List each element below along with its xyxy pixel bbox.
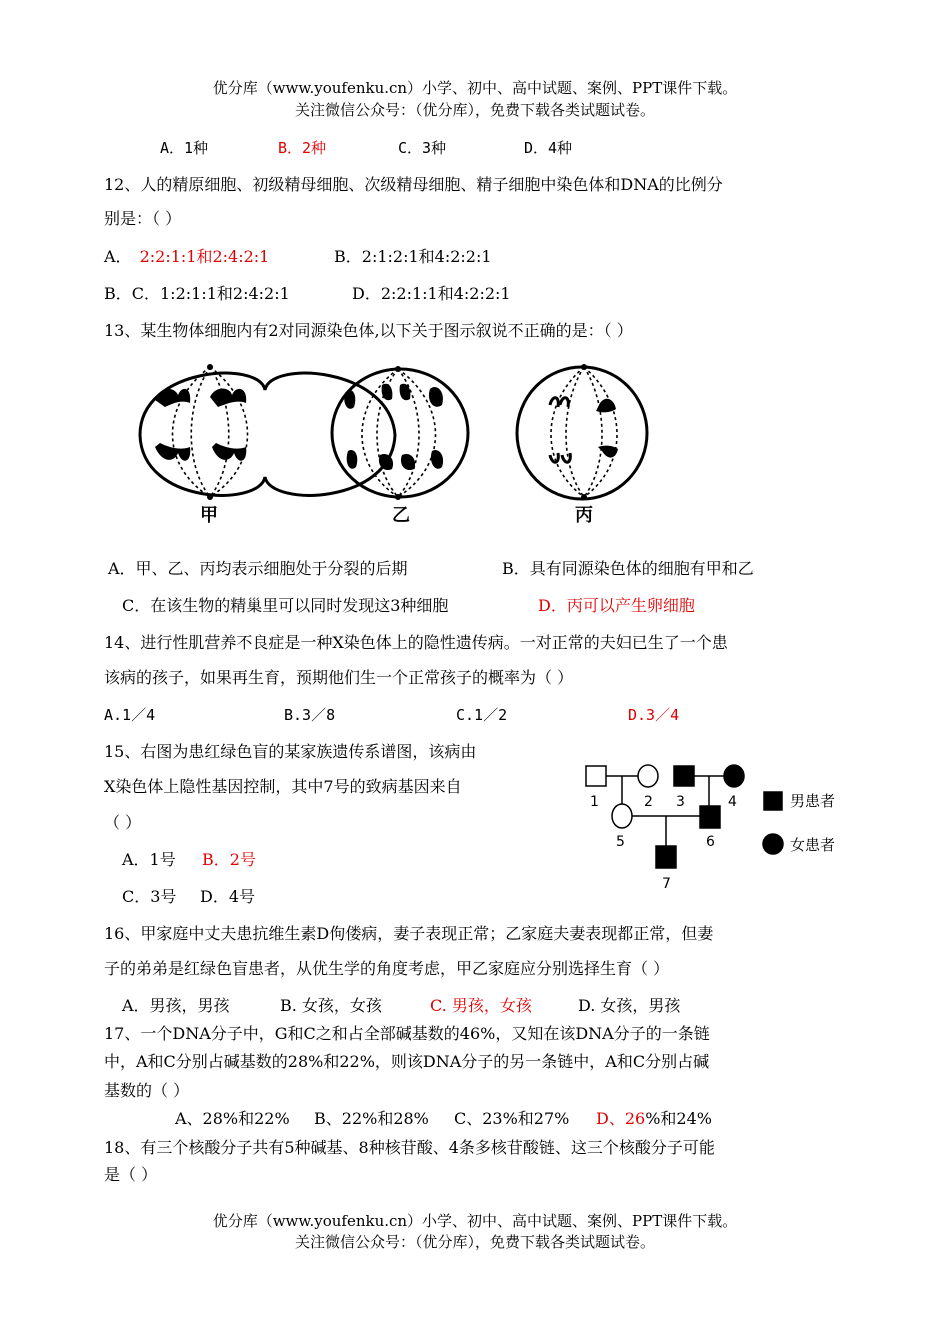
q17-option-c: C、23%和27% — [454, 1109, 570, 1128]
q12-stem-line-2: 别是：（ ） — [104, 209, 182, 228]
footer-line-2: 关注微信公众号：（优分库），免费下载各类试题试卷。 — [294, 1233, 655, 1251]
q12-option-b: B．2:1:2:1和4:2:2:1 — [334, 247, 492, 266]
pedigree-2-female — [638, 765, 658, 787]
q12-stem-line-1: 12、人的精原细胞、初级精母细胞、次级精母细胞、精子细胞中染色体和DNA的比例分 — [104, 175, 723, 194]
q16-stem-line-2: 子的弟弟是红绿色盲患者，从优生学的角度考虑，甲乙家庭应分别选择生育（ ） — [104, 959, 670, 978]
pedigree-1-male — [586, 766, 606, 786]
q15-option-a: A．1号 — [122, 850, 176, 869]
q12-option-d: D．2:2:1:1和4:2:2:1 — [352, 284, 511, 303]
q17-option-d-rest: %和24% — [645, 1109, 712, 1128]
pedigree-number-3: 3 — [676, 794, 685, 810]
q16-option-a: A．男孩，男孩 — [122, 996, 230, 1015]
q15-pedigree-chart — [578, 758, 848, 898]
cell-bing-membrane — [517, 367, 647, 499]
q16-stem-line-1: 16、甲家庭中丈夫患抗维生素D佝偻病，妻子表现正常；乙家庭夫妻表现都正常，但妻 — [104, 924, 714, 943]
q11-option-a: A．1种 — [160, 139, 209, 157]
q13-cell-division-figure — [130, 355, 650, 530]
legend-male-label: 男患者 — [790, 792, 836, 810]
pedigree-number-1: 1 — [590, 794, 599, 810]
q17-stem-line-1: 17、一个DNA分子中，G和C之和占全部碱基数的46%，又知在该DNA分子的一条链 — [104, 1024, 710, 1043]
legend-male-symbol — [764, 792, 782, 810]
cell-label-jia: 甲 — [200, 505, 218, 526]
q11-option-c: C．3种 — [398, 139, 447, 157]
q12-option-a-label: A． — [104, 247, 132, 266]
q17-stem-line-3: 基数的（ ） — [104, 1081, 190, 1100]
q14-stem-line-1: 14、进行性肌营养不良症是一种X染色体上的隐性遗传病。一对正常的夫妇已生了一个患 — [104, 633, 728, 652]
q11-option-d: D．4种 — [524, 139, 573, 157]
header-line-2: 关注微信公众号：（优分库），免费下载各类试题试卷。 — [294, 101, 655, 119]
pedigree-number-4: 4 — [728, 794, 737, 810]
pedigree-number-2: 2 — [644, 794, 653, 810]
q13-option-c: C．在该生物的精巢里可以同时发现这3种细胞 — [122, 596, 449, 615]
q13-option-d: D．丙可以产生卵细胞 — [538, 596, 695, 615]
q13-option-b: B．具有同源染色体的细胞有甲和乙 — [502, 559, 754, 578]
q14-option-c: C.1／2 — [456, 706, 508, 724]
q15-stem-line-3: （ ） — [104, 813, 142, 832]
q16-option-b: B. 女孩，女孩 — [280, 996, 382, 1015]
q15-option-b: B．2号 — [202, 850, 256, 869]
q13-stem: 13、某生物体细胞内有2对同源染色体,以下关于图示叙说不正确的是：（ ） — [104, 321, 633, 340]
q14-option-d: D.3／4 — [628, 706, 680, 724]
q12-option-a-answer: 2:2:1:1和2:4:2:1 — [139, 247, 270, 266]
pedigree-number-7: 7 — [662, 876, 671, 892]
cell-label-yi: 乙 — [392, 505, 410, 526]
q17-option-b: B、22%和28% — [314, 1109, 429, 1128]
q18-stem-line-2: 是（ ） — [104, 1165, 158, 1184]
q14-option-b: B.3／8 — [284, 706, 336, 724]
header-line-1: 优分库（www.youfenku.cn）小学、初中、高中试题、案例、PPT课件下载。 — [212, 79, 738, 97]
q17-option-d — [596, 1107, 712, 1131]
q16-option-d: D. 女孩，男孩 — [578, 996, 681, 1015]
pedigree-4-female-affected — [724, 765, 744, 787]
q17-option-d-highlight: D、26 — [596, 1109, 646, 1128]
pedigree-number-6: 6 — [706, 834, 715, 850]
q15-stem-line-2: X染色体上隐性基因控制，其中7号的致病基因来自 — [104, 777, 462, 796]
q13-option-a: A．甲、乙、丙均表示细胞处于分裂的后期 — [108, 559, 408, 578]
q15-option-c: C．3号 — [122, 887, 177, 906]
q17-option-a: A、28%和22% — [175, 1109, 290, 1128]
q16-option-c: C. 男孩，女孩 — [430, 996, 532, 1015]
q15-option-d: D．4号 — [200, 887, 256, 906]
q12-option-c: B．C．1:2:1:1和2:4:2:1 — [104, 284, 290, 303]
q18-stem-line-1: 18、有三个核酸分子共有5种碱基、8种核苷酸、4条多核苷酸链、这三个核酸分子可能 — [104, 1138, 715, 1157]
legend-female-label: 女患者 — [790, 836, 836, 854]
footer-line-1: 优分库（www.youfenku.cn）小学、初中、高中试题、案例、PPT课件下载。 — [212, 1212, 738, 1230]
pedigree-number-5: 5 — [616, 834, 625, 850]
q14-option-a: A.1／4 — [104, 706, 156, 724]
q11-option-b: B．2种 — [278, 139, 327, 157]
q17-stem-line-2: 中，A和C分别占碱基数的28%和22%，则该DNA分子的另一条链中，A和C分别占碱 — [104, 1052, 710, 1071]
cell-jia-membrane — [140, 373, 395, 495]
legend-female-symbol — [763, 834, 783, 854]
cell-label-bing: 丙 — [575, 505, 593, 526]
pedigree-5-female — [612, 804, 632, 828]
pedigree-6-male-affected — [700, 806, 720, 828]
q12-option-a — [104, 245, 269, 269]
pedigree-3-male-affected — [674, 766, 694, 786]
q15-stem-line-1: 15、右图为患红绿色盲的某家族遗传系谱图，该病由 — [104, 742, 477, 761]
q14-stem-line-2: 该病的孩子，如果再生育，预期他们生一个正常孩子的概率为（ ） — [104, 668, 574, 687]
pedigree-7-male-affected — [656, 846, 676, 868]
